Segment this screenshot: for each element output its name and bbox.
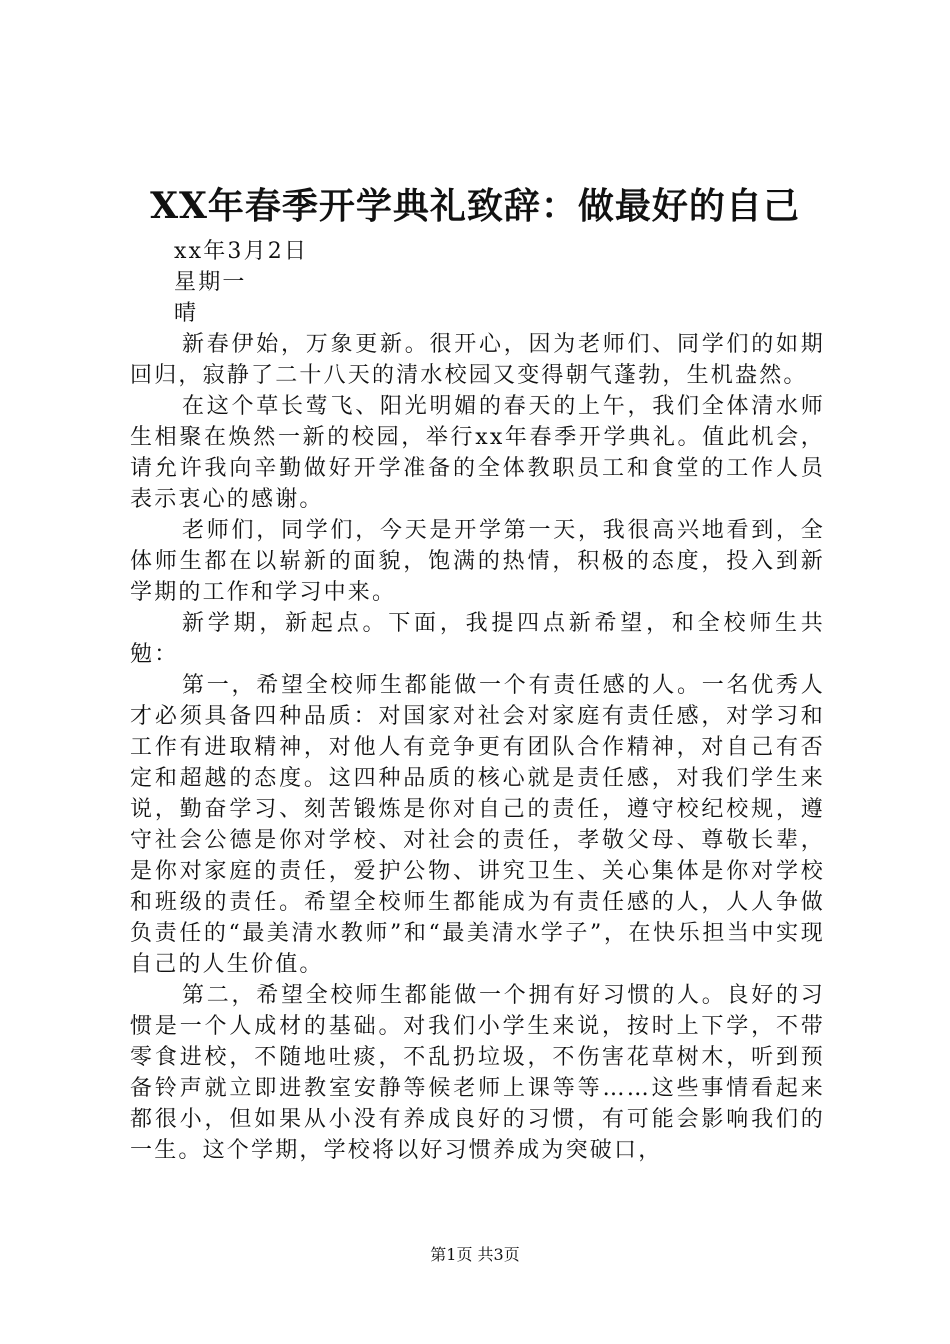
date-line: xx年3月2日 — [174, 239, 309, 264]
document-body — [130, 236, 825, 1166]
weather-line: 晴 — [174, 301, 199, 326]
page-footer: 第1页 共3页 — [430, 1245, 520, 1264]
paragraph: 老师们，同学们，今天是开学第一天，我很高兴地看到，全体师生都在以崭新的面貌，饱满的热情，积极的态度，投入到新学期的工作和学习中来。 — [130, 518, 825, 605]
paragraph: 新春伊始，万象更新。很开心，因为老师们、同学们的如期回归，寂静了二十八天的清水校园又变得朝气蓬勃，生机盎然。 — [130, 332, 825, 388]
weekday-line: 星期一 — [174, 270, 247, 295]
paragraph: 第一，希望全校师生都能做一个有责任感的人。一名优秀人才必须具备四种品质：对国家对社会对家庭有责任感，对学习和工作有进取精神，对他人有竞争更有团队合作精神，对自己有否定和超越的态度。这四种品质的核心就是责任感，对我们学生来说，勤奋学习、刻苦锻炼是你对自己的责任，遵守校纪校规，遵守社会公德是你对学校、对社会的责任，孝敬父母、尊敬长辈，是你对家庭的责任，爱护公物、讲究卫生、关心集体是你对学校和班级的责任。希望全校师生都能成为有责任感的人，人人争做负责任的“最美清水教师”和“最美清水学子”，在快乐担当中实现自己的人生价值。 — [130, 673, 825, 977]
paragraph: 在这个草长莺飞、阳光明媚的春天的上午，我们全体清水师生相聚在焕然一新的校园，举行xx年春季开学典礼。值此机会，请允许我向辛勤做好开学准备的全体教职员工和食堂的工作人员表示衷心的感谢。 — [130, 394, 825, 512]
paragraph: 新学期，新起点。下面，我提四点新希望，和全校师生共勉： — [130, 611, 825, 667]
paragraph: 第二，希望全校师生都能做一个拥有好习惯的人。良好的习惯是一个人成材的基础。对我们小学生来说，按时上下学，不带零食进校，不随地吐痰，不乱扔垃圾，不伤害花草树木，听到预备铃声就立即进教室安静等候老师上课等等……这些事情看起来都很小，但如果从小没有养成良好的习惯，有可能会影响我们的一生。这个学期，学校将以好习惯养成为突破口， — [130, 983, 825, 1163]
document-title: XX年春季开学典礼致辞：做最好的自己 — [150, 185, 800, 227]
